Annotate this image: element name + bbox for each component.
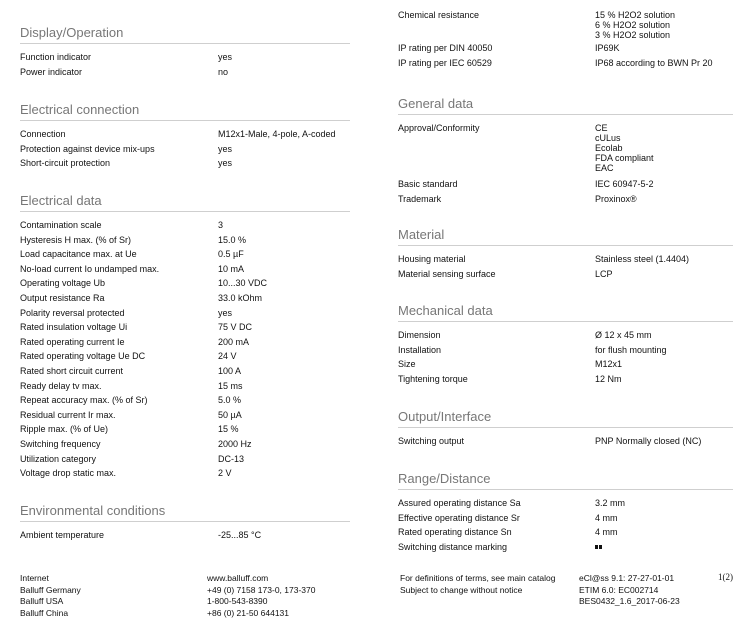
footer-contact-labels [20, 573, 81, 619]
spec-label: Rated insulation voltage Ui [20, 322, 128, 333]
spec-label: No-load current Io undamped max. [20, 263, 160, 274]
spec-value: M12x1 [595, 359, 623, 370]
spec-value: CE [595, 123, 608, 133]
spec-row [20, 466, 350, 481]
spec-label: Operating voltage Ub [20, 278, 106, 289]
spec-row [398, 496, 733, 511]
spec-value: -25...85 °C [218, 530, 262, 540]
spec-label: Short-circuit protection [20, 158, 111, 169]
section-title: Output/Interface [398, 409, 733, 428]
spec-row [398, 372, 733, 387]
spec-label: Utilization category [20, 453, 97, 464]
spec-value: Stainless steel (1.4404) [595, 254, 690, 264]
spec-label: Rated operating voltage Ue DC [20, 351, 146, 362]
spec-row [398, 343, 733, 358]
spec-label: Switching output [398, 436, 465, 446]
section-material [398, 227, 733, 281]
footer-code: eCl@ss 9.1: 27-27-01-01 [579, 573, 675, 583]
footer-value: +49 (0) 7158 173-0, 173-370 [207, 584, 316, 595]
spec-label: Rated operating current Ie [20, 336, 125, 347]
spec-row [20, 320, 350, 335]
spec-value: 24 V [218, 351, 237, 362]
spec-row [20, 262, 350, 277]
footer-note: Subject to change without notice [400, 584, 523, 595]
spec-row [20, 233, 350, 248]
spec-value: 15 % H2O2 solution [595, 10, 676, 20]
spec-label: Approval/Conformity [398, 123, 480, 133]
spec-row [20, 349, 350, 364]
spec-row [20, 247, 350, 262]
footer-note: For definitions of terms, see main catalog [400, 573, 556, 583]
spec-row [398, 357, 733, 372]
spec-label: Power indicator [20, 66, 83, 77]
spec-value: 4 mm [595, 527, 618, 538]
spec-label: Polarity reversal protected [20, 307, 125, 318]
spec-row [398, 56, 733, 71]
spec-label: Chemical resistance [398, 10, 480, 20]
spec-value: DC-13 [218, 453, 245, 464]
spec-value: Proxinox® [595, 193, 637, 204]
spec-label: Switching distance marking [398, 541, 508, 552]
footer-label: Balluff Germany [20, 584, 81, 595]
spec-label: Connection [20, 129, 66, 139]
spec-row-multi [398, 121, 733, 177]
spec-row [20, 528, 350, 543]
footer-link-website[interactable]: www.balluff.com [207, 573, 269, 583]
spec-value: M12x1-Male, 4-pole, A-coded [218, 129, 336, 139]
spec-label: Voltage drop static max. [20, 468, 117, 479]
spec-value: 15 % [218, 424, 239, 435]
section-environmental-conditions [20, 503, 350, 543]
spec-value: no [218, 66, 229, 77]
spec-row [398, 434, 733, 449]
spec-label: Basic standard [398, 179, 458, 189]
spec-label: Housing material [398, 254, 466, 264]
spec-row [20, 127, 350, 142]
spec-row [398, 177, 733, 192]
spec-row [20, 335, 350, 350]
spec-label: Hysteresis H max. (% of Sr) [20, 234, 132, 245]
spec-label: Trademark [398, 193, 442, 204]
spec-value: 3 % H2O2 solution [595, 30, 671, 40]
spec-label: Dimension [398, 330, 441, 340]
spec-row [398, 41, 733, 56]
spec-value: yes [218, 307, 233, 318]
spec-row [20, 437, 350, 452]
spec-label: Protection against device mix-ups [20, 143, 155, 154]
spec-value: PNP Normally closed (NC) [595, 436, 702, 446]
spec-label: Residual current Ir max. [20, 409, 116, 420]
spec-row [20, 156, 350, 171]
spec-label: Rated operating distance Sn [398, 527, 512, 538]
section-title: Display/Operation [20, 25, 350, 44]
footer-code: BES0432_1.6_2017-06-23 [579, 596, 680, 606]
spec-value: 0.5 µF [218, 249, 244, 260]
spec-value: 4 mm [595, 512, 618, 523]
spec-row [20, 408, 350, 423]
spec-label: Ripple max. (% of Ue) [20, 424, 109, 435]
spec-label: Effective operating distance Sr [398, 512, 520, 523]
spec-value: 10 mA [218, 263, 245, 274]
section-output-interface [398, 409, 733, 449]
section-title: Material [398, 227, 733, 246]
spec-row [20, 50, 350, 65]
switching-distance-marking-icon [595, 540, 603, 555]
spec-row [20, 364, 350, 379]
spec-label: Size [398, 359, 416, 370]
spec-value: cULus [595, 133, 621, 143]
spec-values [595, 123, 654, 173]
spec-label: IP rating per DIN 40050 [398, 43, 493, 53]
spec-value: IEC 60947-5-2 [595, 179, 654, 189]
spec-label: Contamination scale [20, 220, 102, 230]
spec-row [20, 393, 350, 408]
spec-value: LCP [595, 268, 613, 279]
spec-row [398, 525, 733, 540]
page-number: 1(2) [718, 572, 733, 582]
spec-value: 3 [218, 220, 224, 230]
spec-row [20, 379, 350, 394]
spec-value: 75 V DC [218, 322, 253, 333]
spec-label: Load capacitance max. at Ue [20, 249, 137, 260]
section-range-distance [398, 471, 733, 554]
spec-value: 12 Nm [595, 373, 622, 384]
spec-label: Repeat accuracy max. (% of Sr) [20, 395, 148, 406]
section-electrical-connection [20, 102, 350, 171]
spec-value: 15 ms [218, 380, 243, 391]
spec-value: Ø 12 x 45 mm [595, 330, 652, 340]
spec-value: 3.2 mm [595, 498, 626, 508]
footer-label: Balluff China [20, 607, 69, 618]
spec-label: Ready delay tv max. [20, 380, 102, 391]
section-resistance [398, 8, 733, 70]
spec-row [398, 192, 733, 207]
spec-label: Rated short circuit current [20, 365, 124, 376]
spec-value: 10...30 VDC [218, 278, 268, 289]
spec-label: Function indicator [20, 52, 92, 62]
spec-value: IP68 according to BWN Pr 20 [595, 57, 713, 68]
footer-value: 1-800-543-8390 [207, 596, 268, 606]
spec-row [20, 452, 350, 467]
spec-row-multi [398, 8, 733, 41]
spec-row [20, 422, 350, 437]
spec-value: 2 V [218, 468, 232, 479]
section-title: Environmental conditions [20, 503, 350, 522]
footer-contact-values [207, 573, 315, 619]
spec-label: Assured operating distance Sa [398, 498, 521, 508]
spec-row [398, 267, 733, 282]
spec-label: Installation [398, 344, 442, 355]
section-title: Electrical data [20, 193, 350, 212]
spec-value: 15.0 % [218, 234, 247, 245]
section-general-data [398, 96, 733, 206]
footer-value: +86 (0) 21-50 644131 [207, 607, 289, 618]
section-display-operation [20, 25, 350, 79]
spec-value: 100 A [218, 365, 242, 376]
spec-row [20, 276, 350, 291]
spec-row [398, 511, 733, 526]
spec-value: 6 % H2O2 solution [595, 20, 671, 30]
spec-value: yes [218, 52, 233, 62]
spec-values [595, 10, 675, 40]
spec-value: 5.0 % [218, 395, 242, 406]
footer-notes [400, 573, 555, 596]
spec-row [398, 252, 733, 267]
section-title: General data [398, 96, 733, 115]
spec-row [20, 306, 350, 321]
spec-label: Material sensing surface [398, 268, 496, 279]
spec-label: IP rating per IEC 60529 [398, 57, 492, 68]
spec-value: 2000 Hz [218, 438, 252, 449]
spec-value: IP69K [595, 43, 620, 53]
spec-value: for flush mounting [595, 344, 667, 355]
spec-value: 50 µA [218, 409, 242, 420]
spec-value: yes [218, 158, 233, 169]
spec-value: EAC [595, 163, 614, 173]
spec-row [398, 540, 733, 555]
spec-label: Output resistance Ra [20, 292, 105, 303]
spec-label: Switching frequency [20, 438, 101, 449]
spec-value: FDA compliant [595, 153, 654, 163]
section-mechanical-data [398, 303, 733, 386]
section-title: Mechanical data [398, 303, 733, 322]
spec-row [398, 328, 733, 343]
section-title: Electrical connection [20, 102, 350, 121]
spec-value: yes [218, 143, 233, 154]
footer-code: ETIM 6.0: EC002714 [579, 584, 659, 595]
spec-value: 200 mA [218, 336, 250, 347]
spec-label: Ambient temperature [20, 530, 105, 540]
spec-value: Ecolab [595, 143, 623, 153]
footer-codes [579, 573, 680, 608]
spec-row [20, 142, 350, 157]
spec-row [20, 291, 350, 306]
spec-value: 33.0 kOhm [218, 292, 263, 303]
spec-label: Tightening torque [398, 373, 468, 384]
spec-row [20, 218, 350, 233]
spec-row [20, 65, 350, 80]
section-electrical-data [20, 193, 350, 481]
footer-label: Internet [20, 573, 49, 583]
footer-label: Balluff USA [20, 596, 64, 606]
section-title: Range/Distance [398, 471, 733, 490]
